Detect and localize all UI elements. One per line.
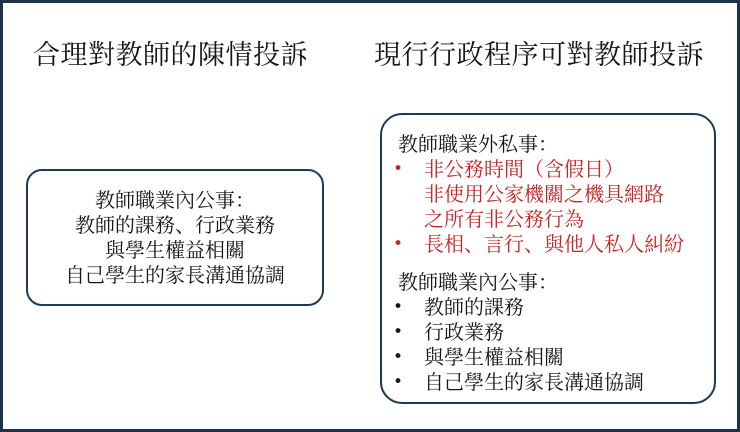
bullet-icon: •	[393, 234, 404, 254]
list-item-line: 自己學生的家長溝通協調	[424, 370, 644, 394]
bullet-icon: •	[393, 322, 404, 342]
left-box	[26, 169, 324, 306]
bullet-icon: •	[393, 347, 404, 367]
left-box-line: 教師職業內公事：	[95, 187, 255, 212]
bullet-icon: •	[393, 159, 404, 179]
left-box-line: 與學生權益相關	[105, 237, 245, 262]
list-item	[388, 320, 704, 345]
list-item	[388, 295, 704, 320]
list-item	[388, 345, 704, 370]
heading-left: 合理對教師的陳情投訴	[33, 40, 308, 71]
list-item-line: 與學生權益相關	[424, 345, 564, 369]
list-item-line: 行政業務	[424, 320, 504, 344]
list-item-line: 之所有非公務行為	[424, 207, 584, 231]
bullet-icon: •	[393, 297, 404, 317]
list-item	[388, 157, 704, 232]
heading-right: 現行行政程序可對教師投訴	[374, 40, 704, 71]
left-box-line: 自己學生的家長溝通協調	[65, 262, 285, 287]
right-box	[380, 113, 716, 404]
section-header-public-affairs: 教師職業內公事：	[398, 270, 558, 294]
list-item	[388, 370, 704, 395]
list-item-line: 非使用公家機關之機具網路	[424, 182, 664, 206]
list-item-line: 長相、言行、與他人私人糾紛	[424, 232, 684, 256]
section-header-private-affairs: 教師職業外私事：	[398, 132, 558, 156]
list-item	[388, 232, 704, 257]
list-item-line: 教師的課務	[424, 295, 524, 319]
bullet-icon: •	[393, 372, 404, 392]
list-item-line: 非公務時間（含假日）	[424, 157, 624, 181]
left-box-line: 教師的課務、行政業務	[75, 212, 275, 237]
